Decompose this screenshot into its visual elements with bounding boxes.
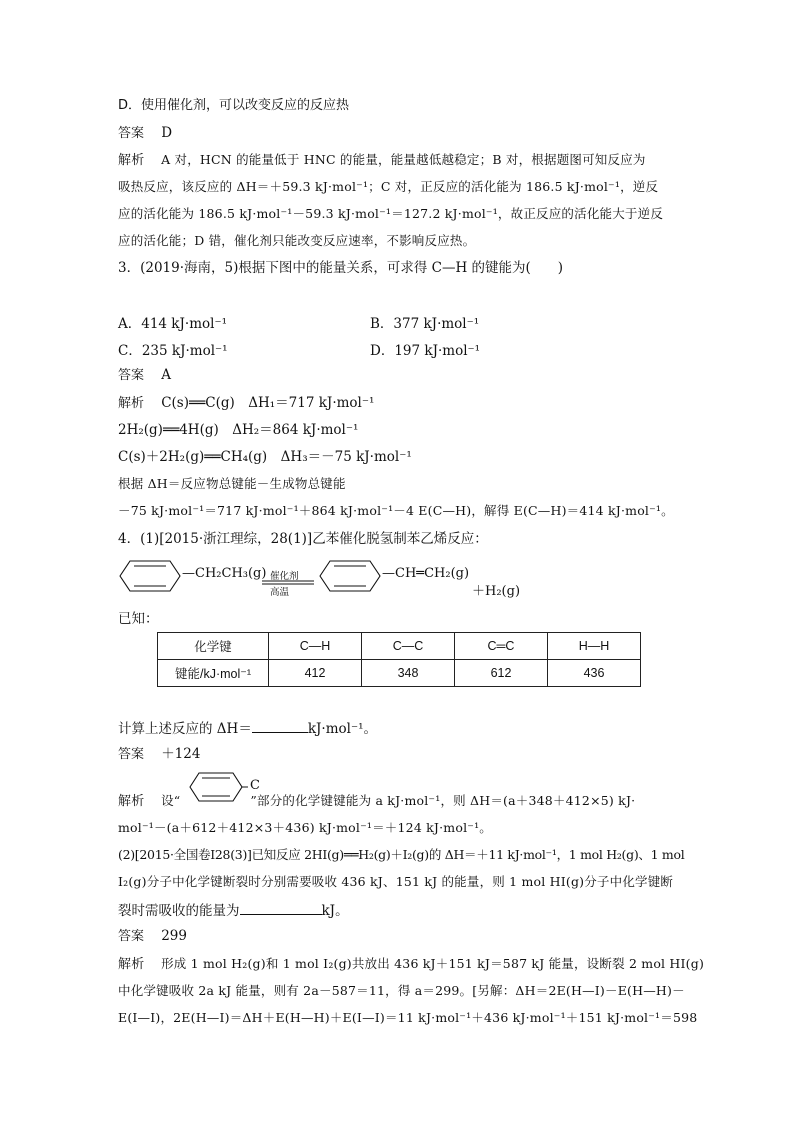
q4-stem: 4．(1)[2015·浙江理综，28(1)]乙苯催化脱氢制苯乙烯反应： [118, 531, 488, 547]
product-vinyl-group: —CH═CH₂(g) [382, 566, 470, 581]
q4-analysis-prefix: 设“ [161, 793, 181, 808]
analysis-label: 解析 [118, 794, 145, 809]
bond-energy-table [157, 632, 641, 687]
q3-analysis-calc: －75 kJ·mol⁻¹＝717 kJ·mol⁻¹＋864 kJ·mol⁻¹－4 E(C—H)，解得 E(C—H)＝414 kJ·mol⁻¹。 [118, 503, 674, 518]
q4-analysis-line-1 [118, 792, 635, 811]
q3-option-d: D．197 kJ·mol⁻¹ [370, 343, 481, 359]
q4p2-line-1: (2)[2015·全国卷Ⅰ28(3)]已知反应 2HI(g)══H₂(g)＋I₂(g)的 ΔH＝＋11 kJ·mol⁻¹，1 mol H₂(g)、1 mol [118, 847, 685, 862]
q2-analysis-text-1: A 对，HCN 的能量低于 HNC 的能量，能量越低越稳定；B 对，根据题图可知反应为 [161, 152, 646, 167]
table-row-label: 键能/kJ·mol⁻¹ [158, 660, 269, 687]
q3-option-c: C．235 kJ·mol⁻¹ [118, 343, 228, 359]
table-header-cell: H—H [548, 633, 641, 660]
q3-eq1-text: C(s)══C(g) ΔH₁＝717 kJ·mol⁻¹ [161, 395, 375, 411]
answer-label: 答案 [118, 929, 145, 944]
q3-answer-row [118, 366, 171, 385]
q4p2-answer: 299 [161, 928, 187, 944]
analysis-label: 解析 [118, 153, 145, 168]
analysis-label: 解析 [118, 957, 145, 972]
q4p2-line-3-prefix: 裂时需吸收的能量为 [118, 903, 240, 919]
table-row [158, 660, 641, 687]
q3-option-b: B．377 kJ·mol⁻¹ [370, 316, 480, 332]
benzene-ring-reactant-icon [118, 558, 182, 594]
q4p2-analysis-text-1: 形成 1 mol H₂(g)和 1 mol I₂(g)共放出 436 kJ＋151 kJ＝587 kJ 能量，设断裂 2 mol HI(g) [161, 956, 705, 971]
q3-analysis-eq1 [118, 394, 374, 413]
q4p2-analysis-line-2: 中化学键吸收 2a kJ 能量，则有 2a－587＝11，得 a＝299。[另解：ΔH＝2E(H—I)－E(H—H)－ [118, 983, 685, 998]
table-cell: 436 [548, 660, 641, 687]
answer-label: 答案 [118, 747, 145, 762]
q4p2-line-3 [118, 900, 349, 920]
q4p2-answer-row [118, 927, 187, 946]
q3-option-a: A．414 kJ·mol⁻¹ [118, 316, 227, 332]
table-header-cell: 化学键 [158, 633, 269, 660]
q4-ask-suffix: kJ·mol⁻¹。 [307, 721, 377, 737]
answer-label: 答案 [118, 126, 145, 141]
q4p2-line-3-suffix: kJ。 [321, 903, 349, 919]
table-cell: 412 [269, 660, 362, 687]
q4-answer: ＋124 [161, 746, 201, 762]
q4-analysis-line-2: mol⁻¹－(a＋612＋412×3＋436) kJ·mol⁻¹＝＋124 kJ·mol⁻¹。 [118, 820, 492, 835]
temperature-label: 高温 [270, 587, 290, 598]
answer-label: 答案 [118, 368, 145, 383]
catalyst-label: 催化剂 [270, 571, 299, 582]
reactant-ethyl-group: —CH₂CH₃(g) [182, 566, 267, 581]
q3-stem: 3．(2019·海南，5)根据下图中的能量关系，可求得 C—H 的键能为( ) [118, 260, 564, 276]
q2-answer: D [161, 125, 173, 141]
q4p2-analysis-line-3: E(I—I)，2E(H—I)＝ΔH＋E(H—H)＋E(I—I)＝11 kJ·mol⁻¹＋436 kJ·mol⁻¹＋151 kJ·mol⁻¹＝598 [118, 1010, 698, 1025]
q2-answer-row [118, 124, 172, 143]
table-cell: 612 [455, 660, 548, 687]
q3-analysis-eq3: C(s)＋2H₂(g)══CH₄(g) ΔH₃＝－75 kJ·mol⁻¹ [118, 449, 412, 465]
table-header-cell: C—H [269, 633, 362, 660]
q2-analysis-line-1 [118, 151, 646, 170]
q3-analysis-eq2: 2H₂(g)══4H(g) ΔH₂＝864 kJ·mol⁻¹ [118, 422, 359, 438]
fragment-carbon: C [250, 778, 260, 793]
answer-blank[interactable] [240, 900, 322, 915]
table-row [158, 633, 641, 660]
q4p2-analysis-line-1 [118, 955, 704, 974]
q4p2-line-2: I₂(g)分子中化学键断裂时分别需要吸收 436 kJ、151 kJ 的能量，则 1 mol HI(g)分子中化学键断 [118, 874, 674, 889]
q4-analysis-suffix: ”部分的化学键键能为 a kJ·mol⁻¹，则 ΔH＝(a＋348＋412×5) kJ· [250, 793, 636, 808]
q4-ask [118, 718, 377, 738]
q3-answer: A [161, 367, 171, 383]
known-label: 已知： [118, 611, 159, 627]
q2-analysis-line-4: 应的活化能；D 错，催化剂只能改变反应速率，不影响反应热。 [118, 233, 476, 248]
q3-analysis-rule: 根据 ΔH＝反应物总键能－生成物总键能 [118, 476, 346, 491]
hydrogen-product: ＋H₂(g) [472, 584, 521, 599]
q2-analysis-line-3: 应的活化能为 186.5 kJ·mol⁻¹－59.3 kJ·mol⁻¹＝127.2 kJ·mol⁻¹，故正反应的活化能大于逆反 [118, 206, 664, 221]
q4-ask-prefix: 计算上述反应的 ΔH＝ [118, 721, 252, 737]
table-cell: 348 [362, 660, 455, 687]
q4-answer-row [118, 745, 200, 764]
q2-analysis-line-2: 吸热反应，该反应的 ΔH＝＋59.3 kJ·mol⁻¹；C 对，正反应的活化能为 186.5 kJ·mol⁻¹，逆反 [118, 179, 659, 194]
benzene-ring-product-icon [318, 558, 382, 594]
answer-blank[interactable] [252, 718, 308, 733]
q2-option-d: D．使用催化剂，可以改变反应的反应热 [118, 98, 350, 113]
table-header-cell: C—C [362, 633, 455, 660]
table-header-cell: C═C [455, 633, 548, 660]
analysis-label: 解析 [118, 396, 145, 411]
